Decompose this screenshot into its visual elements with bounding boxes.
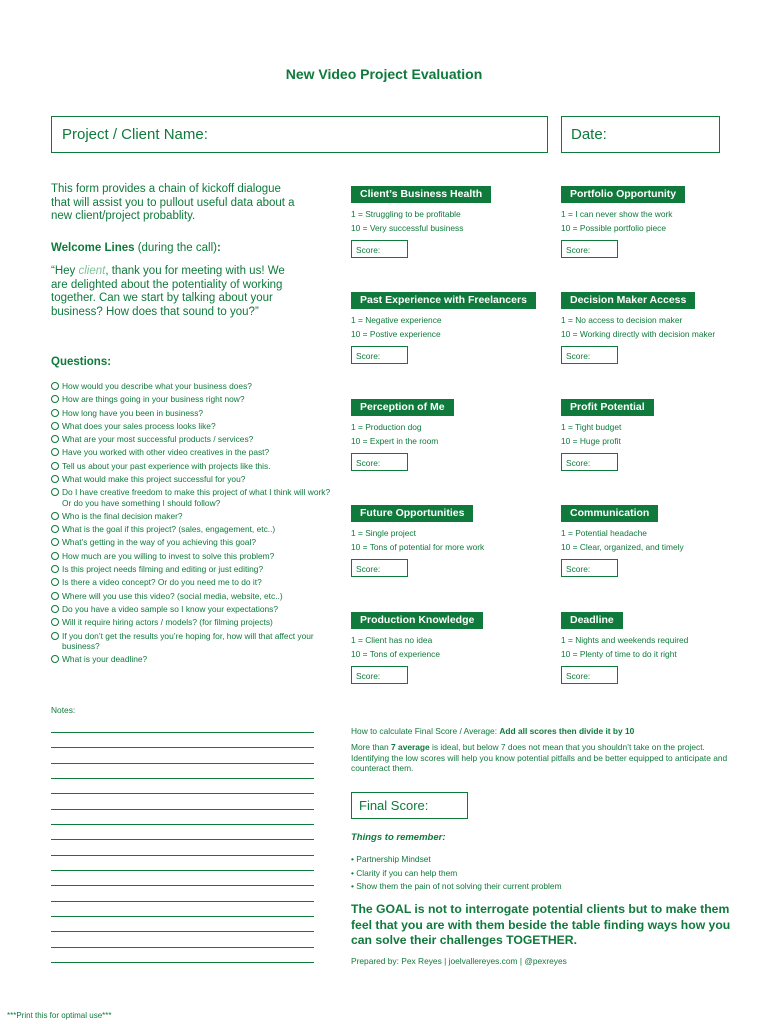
question-item[interactable]: What are your most successful products / services? — [51, 434, 331, 444]
note-line[interactable] — [51, 916, 314, 917]
circle-checkbox-icon[interactable] — [51, 592, 59, 600]
question-item[interactable]: How long have you been in business? — [51, 408, 331, 418]
circle-checkbox-icon[interactable] — [51, 538, 59, 546]
note-line[interactable] — [51, 855, 314, 856]
category-title: Production Knowledge — [351, 612, 483, 629]
question-item[interactable]: If you don’t get the results you’re hoping for, how will that affect your business? — [51, 631, 331, 651]
note-line[interactable] — [51, 947, 314, 948]
circle-checkbox-icon[interactable] — [51, 655, 59, 663]
circle-checkbox-icon[interactable] — [51, 422, 59, 430]
things-to-remember-heading: Things to remember: — [351, 832, 446, 843]
question-item[interactable]: Who is the final decision maker? — [51, 511, 331, 521]
circle-checkbox-icon[interactable] — [51, 475, 59, 483]
question-item[interactable]: Have you worked with other video creatives in the past? — [51, 447, 331, 457]
category-title: Perception of Me — [351, 399, 454, 416]
category-perception-of-me — [351, 397, 561, 471]
welcome-heading — [51, 242, 311, 254]
questions-heading: Questions: — [51, 356, 112, 368]
print-note: ***Print this for optimal use*** — [7, 1011, 112, 1020]
circle-checkbox-icon[interactable] — [51, 382, 59, 390]
question-item[interactable]: Is this project needs filming and editing or just editing? — [51, 564, 331, 574]
scale-low: 1 = I can never show the work — [561, 209, 673, 219]
question-item[interactable]: How much are you willing to invest to solve this problem? — [51, 551, 331, 561]
circle-checkbox-icon[interactable] — [51, 552, 59, 560]
welcome-colon: : — [216, 242, 221, 254]
note-line[interactable] — [51, 809, 314, 810]
circle-checkbox-icon[interactable] — [51, 488, 59, 496]
scale-low: 1 = Potential headache — [561, 528, 647, 538]
note-line[interactable] — [51, 870, 314, 871]
note-line[interactable] — [51, 732, 314, 733]
question-item[interactable]: Is there a video concept? Or do you need me to do it? — [51, 577, 331, 587]
question-item[interactable]: What does your sales process looks like? — [51, 421, 331, 431]
note-line[interactable] — [51, 885, 314, 886]
page-title: New Video Project Evaluation — [285, 66, 483, 82]
welcome-label: Welcome Lines — [51, 242, 135, 254]
question-item[interactable]: What’s getting in the way of you achieving this goal? — [51, 537, 331, 547]
note-line[interactable] — [51, 901, 314, 902]
score-field[interactable]: Score: — [351, 666, 408, 684]
scale-high: 10 = Expert in the room — [351, 435, 439, 446]
calculation-instructions — [351, 726, 731, 736]
score-field[interactable]: Score: — [561, 453, 618, 471]
project-client-name-label: Project / Client Name: — [62, 126, 208, 143]
category-portfolio-opportunity — [561, 184, 768, 258]
scale-low: 1 = Tight budget — [561, 422, 622, 432]
more-rest: is ideal, but below 7 does not mean that you shouldn’t take on the project. Identifying the low scores will help you know potential pitfalls and be better equipped to anticipate and counteract them. — [351, 742, 728, 773]
quote-client: client — [78, 265, 106, 277]
circle-checkbox-icon[interactable] — [51, 565, 59, 573]
note-line[interactable] — [51, 763, 314, 764]
question-item[interactable]: Tell us about your past experience with projects like this. — [51, 461, 331, 471]
category-title: Past Experience with Freelancers — [351, 292, 536, 309]
prepared-by: Prepared by: Pex Reyes | joelvallereyes.com | @pexreyes — [351, 956, 567, 966]
circle-checkbox-icon[interactable] — [51, 618, 59, 626]
date-label: Date: — [571, 126, 607, 143]
more-prefix: More than — [351, 742, 392, 752]
scale-low: 1 = Single project — [351, 528, 416, 538]
goal-statement: The GOAL is not to interrogate potential clients but to make them feel that you are with them beside the table finding ways how you can solve their challenges TOGETHER. — [351, 902, 731, 947]
scale-high: 10 = Postive experience — [351, 328, 441, 339]
final-score-field[interactable] — [351, 792, 468, 819]
circle-checkbox-icon[interactable] — [51, 512, 59, 520]
intro-text: This form provides a chain of kickoff dialogue that will assist you to pullout useful data about a new client/project probablity. — [51, 183, 295, 222]
welcome-suffix: (during the call) — [134, 242, 217, 254]
remember-list — [351, 853, 562, 894]
circle-checkbox-icon[interactable] — [51, 605, 59, 613]
note-line[interactable] — [51, 747, 314, 748]
quote-rest: , thank you for meeting with us! We are delighted about the potentiality of working together. Can we start by talking about your business? How does that sound to you?” — [51, 265, 285, 318]
question-item[interactable]: What is your deadline? — [51, 654, 331, 664]
scale-low: 1 = Negative experience — [351, 315, 442, 325]
category-title: Portfolio Opportunity — [561, 186, 685, 203]
scale-high: 10 = Plenty of time to do it right — [561, 648, 677, 659]
category-communication — [561, 503, 768, 577]
scale-high: 10 = Possible portfolio piece — [561, 222, 666, 233]
question-item[interactable]: Will it require hiring actors / models? (for filming projects) — [51, 617, 331, 627]
category-deadline — [561, 610, 768, 684]
question-item[interactable]: Do I have creative freedom to make this project of what I think will work? Or do you have something I should follow? — [51, 487, 331, 507]
note-line[interactable] — [51, 778, 314, 779]
question-item[interactable]: Do you have a video sample so I know your expectations? — [51, 604, 331, 614]
question-item[interactable]: What would make this project successful for you? — [51, 474, 331, 484]
category-business-health — [351, 184, 561, 258]
notes-label: Notes: — [51, 705, 76, 715]
scale-high: 10 = Tons of potential for more work — [351, 541, 485, 552]
score-field[interactable]: Score: — [351, 346, 408, 364]
scale-high: 10 = Very successful business — [351, 222, 464, 233]
scale-low: 1 = Production dog — [351, 422, 422, 432]
note-line[interactable] — [51, 839, 314, 840]
category-title: Future Opportunities — [351, 505, 473, 522]
remember-item: • Clarity if you can help them — [351, 867, 458, 878]
circle-checkbox-icon[interactable] — [51, 525, 59, 533]
category-production-knowledge — [351, 610, 561, 684]
final-score-label: Final Score: — [359, 798, 429, 813]
note-line[interactable] — [51, 793, 314, 794]
project-client-name-field[interactable] — [51, 116, 548, 153]
scale-low: 1 = Client has no idea — [351, 635, 433, 645]
circle-checkbox-icon[interactable] — [51, 578, 59, 586]
scale-low: 1 = Struggling to be profitable — [351, 209, 461, 219]
calc-prefix: How to calculate Final Score / Average: — [351, 726, 500, 736]
quote-start: “Hey — [51, 265, 79, 277]
scale-high: 10 = Tons of experience — [351, 648, 441, 659]
scale-low: 1 = Nights and weekends required — [561, 635, 689, 645]
score-field[interactable]: Score: — [351, 240, 408, 258]
score-field[interactable]: Score: — [561, 346, 618, 364]
question-item[interactable]: Where will you use this video? (social media, website, etc..) — [51, 591, 331, 601]
circle-checkbox-icon[interactable] — [51, 395, 59, 403]
category-future-opportunities — [351, 503, 561, 577]
note-line[interactable] — [51, 931, 314, 932]
question-item[interactable]: How would you describe what your business does? — [51, 381, 331, 391]
category-title: Communication — [561, 505, 658, 522]
questions-list — [51, 381, 331, 667]
score-field[interactable]: Score: — [561, 240, 618, 258]
score-field[interactable]: Score: — [561, 559, 618, 577]
category-title: Profit Potential — [561, 399, 654, 416]
more-bold: 7 average — [391, 742, 430, 752]
question-item[interactable]: How are things going in your business right now? — [51, 394, 331, 404]
remember-item: • Partnership Mindset — [351, 854, 431, 864]
scale-high: 10 = Huge profit — [561, 435, 621, 446]
category-title: Deadline — [561, 612, 623, 629]
circle-checkbox-icon[interactable] — [51, 448, 59, 456]
question-item[interactable]: What is the goal if this project? (sales, engagement, etc..) — [51, 524, 331, 534]
score-field[interactable]: Score: — [351, 453, 408, 471]
category-title: Client’s Business Health — [351, 186, 491, 203]
circle-checkbox-icon[interactable] — [51, 409, 59, 417]
circle-checkbox-icon[interactable] — [51, 632, 59, 640]
welcome-quote — [51, 265, 301, 319]
remember-item: • Show them the pain of not solving their current problem — [351, 881, 562, 891]
circle-checkbox-icon[interactable] — [51, 435, 59, 443]
category-profit-potential — [561, 397, 768, 471]
category-past-experience — [351, 290, 561, 364]
date-field[interactable] — [561, 116, 720, 153]
note-line[interactable] — [51, 962, 314, 963]
scale-high: 10 = Clear, organized, and timely — [561, 541, 684, 552]
average-guidance — [351, 742, 731, 774]
circle-checkbox-icon[interactable] — [51, 462, 59, 470]
score-field[interactable]: Score: — [561, 666, 618, 684]
note-line[interactable] — [51, 824, 314, 825]
score-field[interactable]: Score: — [351, 559, 408, 577]
category-title: Decision Maker Access — [561, 292, 695, 309]
scale-low: 1 = No access to decision maker — [561, 315, 683, 325]
category-decision-maker-access — [561, 290, 768, 364]
scale-high: 10 = Working directly with decision maker — [561, 328, 716, 339]
calc-bold: Add all scores then divide it by 10 — [499, 726, 635, 736]
